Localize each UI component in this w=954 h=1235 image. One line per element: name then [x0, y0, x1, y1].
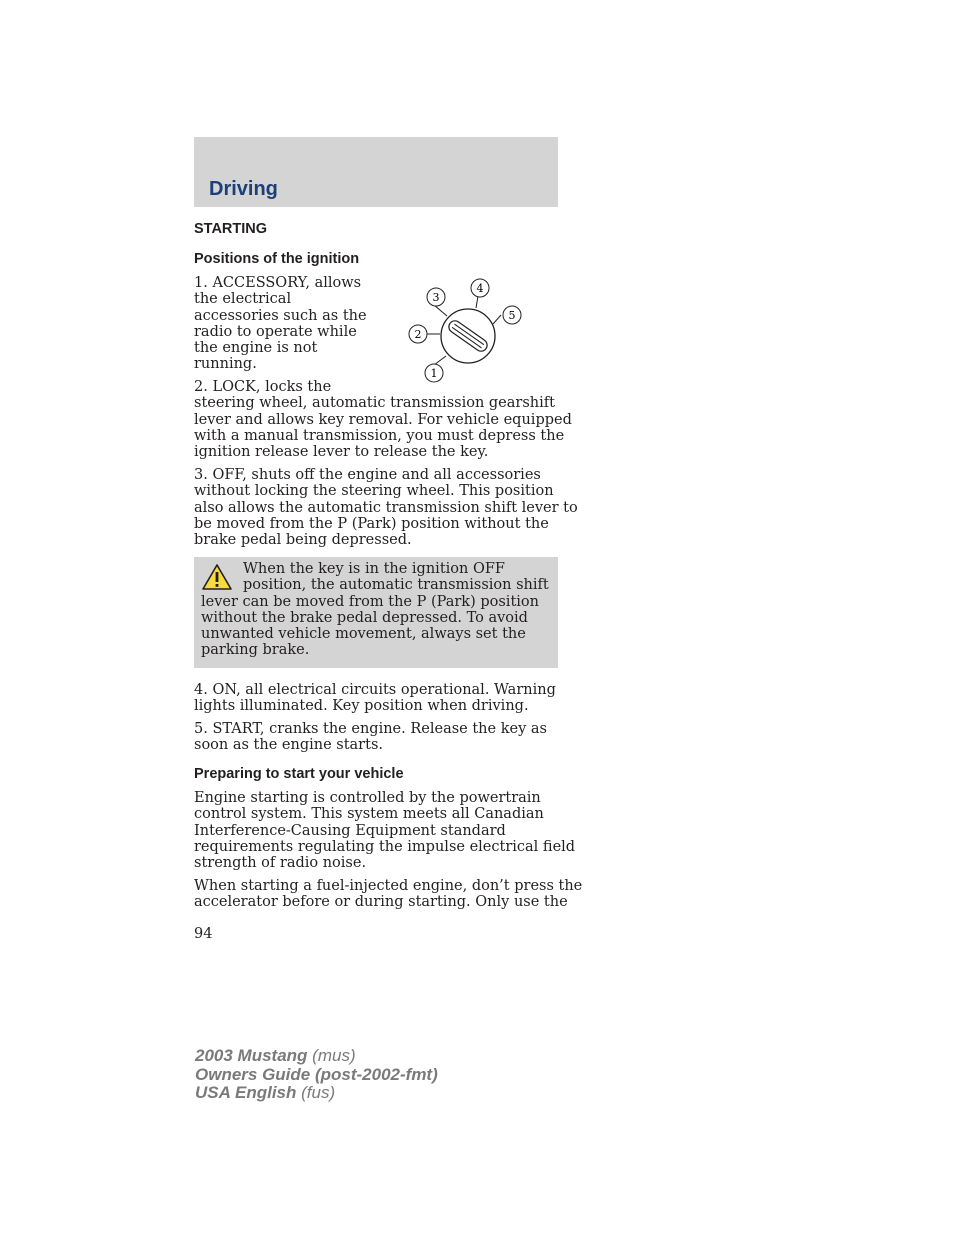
section-title: Driving: [209, 178, 278, 200]
off-paragraph: 3. OFF, shuts off the engine and all accessories without locking the steering wheel. This position also allows the automatic transmission shift lever to be moved from the P (Park) position without the brake pedal being depressed.: [194, 467, 578, 549]
svg-text:3: 3: [432, 291, 440, 304]
page-number: 94: [194, 926, 213, 942]
start-paragraph: 5. START, cranks the engine. Release the key as soon as the engine starts.: [194, 721, 547, 754]
section-header: [194, 137, 558, 207]
starting-heading: STARTING: [194, 221, 268, 237]
position-label-4: [471, 279, 489, 297]
document-footer: 2003 Mustang (mus) Owners Guide (post-2002-fmt) USA English (fus): [195, 1046, 438, 1102]
ignition-positions-diagram: [400, 278, 530, 386]
svg-text:2: 2: [414, 328, 422, 341]
positions-heading: Positions of the ignition: [194, 251, 360, 267]
on-paragraph: 4. ON, all electrical circuits operational. Warning lights illuminated. Key position when driving.: [194, 682, 556, 715]
position-label-2: [409, 325, 427, 343]
svg-text:4: 4: [476, 282, 484, 295]
position-label-3: [427, 288, 445, 306]
warning-text: When the key is in the ignition OFF position, the automatic transmission shift lever can be moved from the P (Park) position without the brake pedal depressed. To avoid unwanted vehicle movement, always set the parking brake.: [201, 561, 549, 659]
accessory-paragraph: 1. ACCESSORY, allows the electrical accessories such as the radio to operate while the engine is not running.: [194, 275, 367, 373]
powertrain-paragraph: Engine starting is controlled by the powertrain control system. This system meets all Canadian Interference-Causing Equipment standard requirements regulating the impulse electrical field strength of radio noise.: [194, 790, 576, 872]
svg-text:1: 1: [430, 367, 438, 380]
fuel-injected-paragraph: When starting a fuel-injected engine, don’t press the accelerator before or during starting. Only use the: [194, 878, 583, 911]
position-label-5: [503, 306, 521, 324]
preparing-heading: Preparing to start your vehicle: [194, 766, 404, 782]
svg-text:5: 5: [508, 309, 516, 322]
lock-paragraph: 2. LOCK, locks the steering wheel, automatic transmission gearshift lever and allows key removal. For vehicle equipped with a manual transmission, you must depress the ignition release lever to release the key.: [194, 379, 572, 461]
warning-box: [194, 557, 558, 668]
